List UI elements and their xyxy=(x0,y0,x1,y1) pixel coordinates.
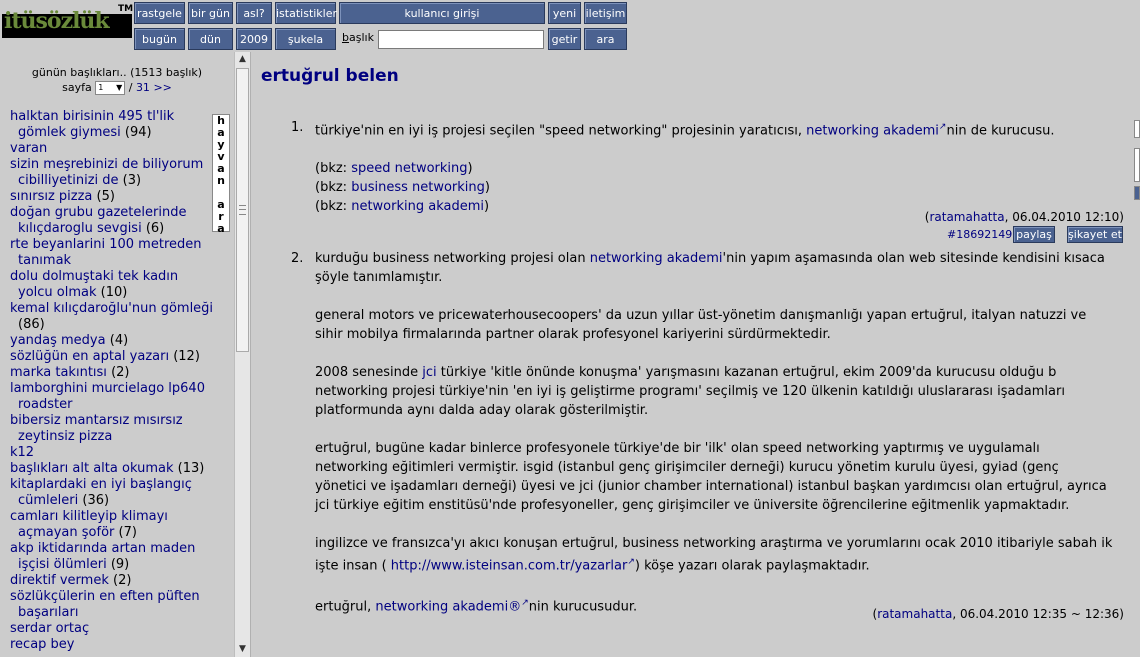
topic-list-item xyxy=(10,237,215,269)
site-logo[interactable] xyxy=(0,2,132,50)
hayvan-ara-letter: v xyxy=(217,150,225,163)
paren: ( xyxy=(924,210,930,224)
one-day-button[interactable]: bir gün xyxy=(188,2,233,24)
page-select-value: 1 xyxy=(98,83,104,92)
entry-paragraph xyxy=(315,534,1113,575)
entry-paragraph: ertuğrul, bugüne kadar binlerce profesyonele türkiye'de bir 'ilk' olan speed networking yaptırmış ve uygulamalı networking eğitimleri vermiştir. isgid (istanbul genç girişimciler derneği) kurucu yönetim kurulu üyesi, gyiad (genç yönetici ve işadamları derneği) üyesi ve jci (junior chamber international) istanbul başkan yardımcısı olan ertuğrul, ayrıca jci türkiye eğitim enstitüsü'nde profesyoneller, genç girişimciler ve üniversite öğrencilerine eğitmenlik yapmaktadır. xyxy=(315,441,1107,513)
topic-link[interactable]: doğan grubu gazetelerinde kılıçdaroglu sevgisi xyxy=(10,205,187,236)
entry-paragraph xyxy=(315,249,1113,287)
entry-2-author-line xyxy=(873,607,1125,621)
today-button[interactable]: bugün xyxy=(134,28,185,50)
topic-list-item xyxy=(10,301,215,333)
hayvan-ara-letter: a xyxy=(217,198,225,211)
side-panel-edge xyxy=(1134,120,1140,138)
topic-entry-count: (3) xyxy=(122,173,142,188)
bkz-prefix: (bkz: xyxy=(315,161,352,177)
topic-link[interactable]: varan xyxy=(10,141,48,156)
trademark-mark: TM xyxy=(118,4,134,14)
topic-link[interactable]: kitaplardaki en iyi başlangıç cümleleri xyxy=(10,477,192,508)
title-label-rest: aşlık xyxy=(348,31,374,44)
topic-list-item xyxy=(10,141,215,157)
title-label-accesskey: b xyxy=(342,31,349,44)
text: nin kurucusudur. xyxy=(528,599,638,615)
entry-1-author-line xyxy=(925,210,1124,224)
yesterday-button[interactable]: dün xyxy=(188,28,233,50)
contact-button[interactable]: iletişim xyxy=(584,2,627,24)
search-button[interactable]: ara xyxy=(584,28,627,50)
text: kurduğu business networking projesi olan xyxy=(315,251,590,266)
entry-body xyxy=(315,118,1113,216)
topic-list-item xyxy=(10,461,215,477)
scroll-up-icon[interactable]: ▲ xyxy=(239,54,246,64)
share-button[interactable]: paylaş xyxy=(1013,226,1055,243)
topic-entry-count: (5) xyxy=(96,189,115,204)
external-link-icon: ↗ xyxy=(938,122,947,132)
topic-list-item xyxy=(10,509,215,541)
page-label: sayfa xyxy=(62,81,92,94)
text: 'nin yapım aşamasında olan web sitesinde kendisini kısaca şöyle tanımlamıştır. xyxy=(315,251,1105,285)
topic-entry-count: (94) xyxy=(124,125,152,140)
entry-2 xyxy=(291,249,1113,617)
hayvan-ara-letter: a xyxy=(217,162,225,175)
topic-list-item xyxy=(10,349,215,365)
text: türkiye'nin en iyi iş projesi seçilen "speed networking" projesinin yaratıcısı, xyxy=(315,123,807,139)
hayvan-ara-button[interactable] xyxy=(212,114,230,235)
topic-link[interactable]: dolu dolmuştaki tek kadın yolcu olmak xyxy=(10,269,179,300)
topic-list xyxy=(10,109,215,653)
topic-entry-count: (2) xyxy=(113,573,132,588)
networking-akademi-link[interactable]: networking akademi xyxy=(806,123,939,139)
paren: ( xyxy=(872,607,878,621)
entry-paragraph xyxy=(315,363,1113,420)
logo-text: itüsözlük xyxy=(4,8,109,34)
hayvan-ara-letter: h xyxy=(217,114,225,127)
bkz-suffix: ) xyxy=(484,199,490,215)
topic-list-item xyxy=(10,157,215,189)
entry-body xyxy=(315,249,1113,617)
text: ingilizce ve fransızca'yı akıcı konuşan ertuğrul, business networking araştırma ve yorumlarını ocak 2010 itibariyle sabah ik işte insan ( xyxy=(315,536,1113,574)
entry-paragraph xyxy=(315,118,1113,140)
topic-link[interactable]: camları kilitleyip klimayı açmayan şoför xyxy=(10,509,168,540)
hayvan-ara-letter: y xyxy=(217,138,225,151)
grip-icon xyxy=(239,205,246,215)
pagination xyxy=(0,81,234,95)
complain-button[interactable]: şikayet et xyxy=(1068,228,1122,241)
hayvan-ara-letter: r xyxy=(218,210,224,223)
fetch-button[interactable]: getir xyxy=(548,28,581,50)
entry-date: , 06.04.2010 12:35 ~ 12:36) xyxy=(952,607,1124,621)
statistics-button[interactable]: istatistikler xyxy=(275,2,336,24)
bkz-prefix: (bkz: xyxy=(315,180,352,196)
text: nin de kurucusu. xyxy=(946,123,1055,139)
entry-date: , 06.04.2010 12:10) xyxy=(1004,210,1124,224)
random-button[interactable]: rastgele xyxy=(134,2,185,24)
topic-list-item xyxy=(10,333,215,349)
bkz-speed-networking-link[interactable]: speed networking xyxy=(351,161,468,177)
topic-link[interactable]: rte beyanlarini 100 metreden tanımak xyxy=(10,237,202,268)
entry-id-link[interactable]: #18692149 xyxy=(947,228,1013,241)
year-button[interactable]: 2009 xyxy=(236,28,272,50)
text: ) köşe yazarı olarak paylaşmaktadır. xyxy=(634,558,870,574)
topic-entry-count: (86) xyxy=(18,317,45,332)
sidebar-scrollbar[interactable] xyxy=(234,52,250,657)
topic-list-item xyxy=(10,269,215,301)
topic-entry-count: (36) xyxy=(82,493,110,508)
hayvan-ara-letter: n xyxy=(217,174,225,187)
bkz-line xyxy=(315,178,1113,197)
text: 2008 senesinde xyxy=(315,365,423,380)
login-button[interactable]: kullanıcı girişi xyxy=(339,2,545,24)
topic-link[interactable]: sözlüğün en aptal yazarı xyxy=(10,349,170,364)
external-link-icon: ↗ xyxy=(627,557,635,567)
entry-frame xyxy=(250,52,1140,657)
topic-link[interactable]: lamborghini murcielago lp640 roadster xyxy=(10,381,205,412)
topic-entry-count: (12) xyxy=(173,349,200,364)
topic-list-item xyxy=(10,445,215,461)
topic-link[interactable]: bibersiz mantarsız mısırsız zeytinsiz pizza xyxy=(10,413,183,444)
topic-entry-count: (10) xyxy=(100,285,128,300)
bkz-suffix: ) xyxy=(484,180,490,196)
external-link-icon: ↗ xyxy=(521,598,529,609)
entry-paragraph: general motors ve pricewaterhousecoopers' da uzun yıllar üst-yönetim danışmanlığı yapan ertuğrul, italyan natuzzi ve sihir mobilya firmalarında partner olarak profesyonel kariyerini sürdürmektedir. xyxy=(315,308,1087,342)
topic-link[interactable]: direktif vermek xyxy=(10,573,109,588)
chevron-down-icon: ▼ xyxy=(116,83,123,92)
title-search-label xyxy=(342,31,374,44)
isteinsan-url-link[interactable]: http://www.isteinsan.com.tr/yazarlar xyxy=(390,558,628,574)
topic-sidebar xyxy=(0,52,234,657)
scroll-down-icon[interactable]: ▼ xyxy=(239,644,246,654)
networking-akademi-link[interactable]: networking akademi® xyxy=(375,599,522,615)
topic-title[interactable]: ertuğrul belen xyxy=(261,66,399,86)
topic-link[interactable]: sınırsız pizza xyxy=(10,189,93,204)
topic-list-item xyxy=(10,637,215,653)
topic-entry-count: (2) xyxy=(111,365,130,380)
bkz-prefix: (bkz: xyxy=(315,199,352,215)
topic-entry-count: (9) xyxy=(110,557,130,572)
best-button[interactable]: şukela xyxy=(275,28,336,50)
entry-number: 1. xyxy=(291,120,304,135)
hayvan-ara-letter: a xyxy=(217,126,225,139)
todays-topics-heading: günün başlıkları.. (1513 başlık) xyxy=(31,66,203,79)
topic-link[interactable]: recap bey xyxy=(10,637,75,652)
page-total-link[interactable]: 31 xyxy=(135,81,150,94)
topic-entry-count: (13) xyxy=(177,461,205,476)
author-link[interactable]: ratamahatta xyxy=(929,210,1005,224)
topic-link[interactable]: halktan birisinin 495 tl'lik gömlek giymesi xyxy=(10,109,175,140)
bkz-networking-akademi-link[interactable]: networking akademi xyxy=(351,199,484,215)
networking-akademi-link[interactable]: networking akademi xyxy=(589,251,723,266)
bkz-line xyxy=(315,159,1113,178)
text: ertuğrul, xyxy=(315,599,376,615)
topic-link[interactable]: kemal kılıçdaroğlu'nun gömleği xyxy=(10,301,214,316)
title-search-input[interactable] xyxy=(378,30,544,49)
topic-list-item xyxy=(10,573,215,589)
topic-list-item xyxy=(10,413,215,445)
new-button[interactable]: yeni xyxy=(548,2,581,24)
side-panel-edge xyxy=(1134,148,1140,182)
page-separator: / xyxy=(128,81,133,94)
bkz-business-networking-link[interactable]: business networking xyxy=(351,180,485,196)
page-select[interactable] xyxy=(95,81,125,95)
side-panel-edge xyxy=(1134,186,1140,200)
topic-link[interactable]: akp iktidarında artan maden işçisi ölümleri xyxy=(10,541,196,572)
topic-entry-count: (7) xyxy=(118,525,137,540)
jci-link[interactable]: jci xyxy=(422,365,437,380)
topic-link[interactable]: k12 xyxy=(10,445,35,460)
topic-list-item xyxy=(10,189,215,205)
topic-list-item xyxy=(10,589,215,621)
topic-entry-count: (4) xyxy=(109,333,129,348)
topic-list-item xyxy=(10,365,215,381)
entry-1 xyxy=(291,118,1113,216)
topic-link[interactable]: serdar ortaç xyxy=(10,621,90,636)
topic-link[interactable]: marka takıntısı xyxy=(10,365,107,380)
topic-list-item xyxy=(10,381,215,413)
topic-list-item xyxy=(10,621,215,637)
entry-number: 2. xyxy=(291,251,304,266)
topic-entry-count: (6) xyxy=(145,221,165,236)
topic-list-item xyxy=(10,541,215,573)
bkz-suffix: ) xyxy=(467,161,473,177)
asl-button[interactable]: asl? xyxy=(236,2,272,24)
scroll-thumb[interactable] xyxy=(236,68,249,352)
hayvan-ara-letter: a xyxy=(217,222,225,235)
topic-link[interactable]: sizin meşrebinizi de biliyorum cibilliyetinizi de xyxy=(10,157,204,188)
topic-list-item xyxy=(10,477,215,509)
topic-link[interactable]: yandaş medya xyxy=(10,333,106,348)
author-link[interactable]: ratamahatta xyxy=(877,607,953,621)
topic-link[interactable]: sözlükçülerin en eften püften başarıları xyxy=(10,589,200,620)
next-page-link[interactable]: >> xyxy=(153,81,172,94)
topic-list-item xyxy=(10,205,215,237)
topic-list-item xyxy=(10,109,215,141)
topic-link[interactable]: başlıkları alt alta okumak xyxy=(10,461,174,476)
text: türkiye 'kitle önünde konuşma' yarışmasını kazanan ertuğrul, ekim 2009'da kurucusu olduğu b networking projesi türkiye'nin 'en iyi iş geliştirme programı' seçilmiş ve 120 ülkenin katıldığı uluslararası işadamları platformunda aynı dalda aday olarak gösterilmiştir. xyxy=(315,365,1065,418)
